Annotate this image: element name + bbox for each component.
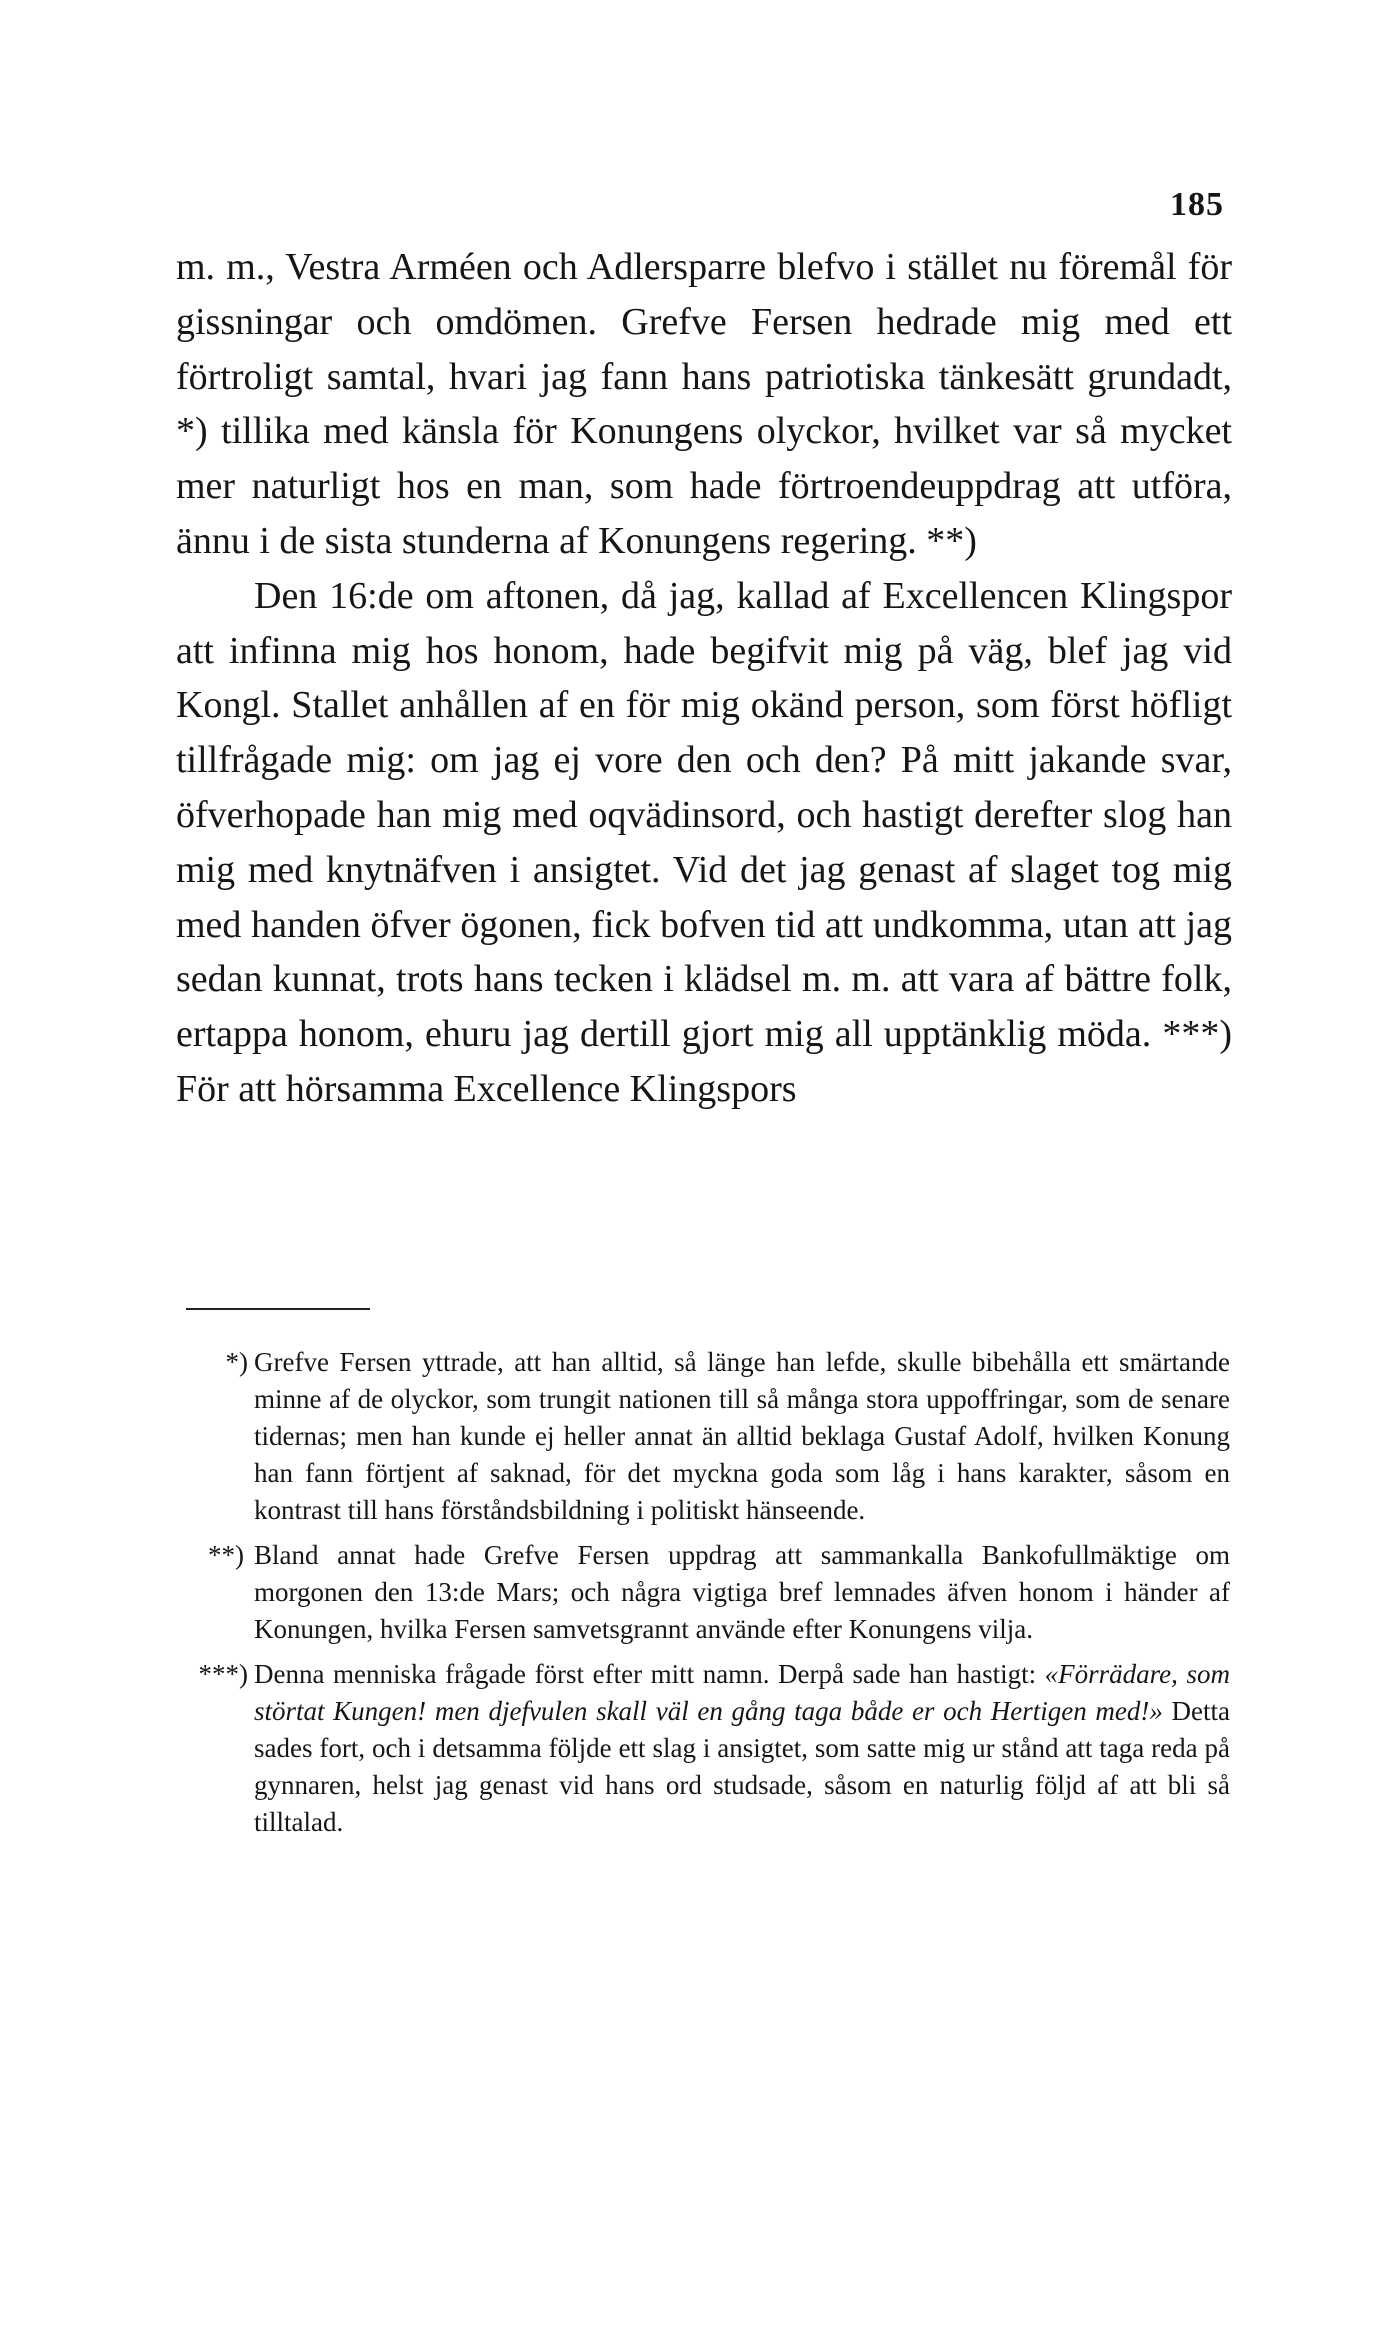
footnote-text-after: Detta sades fort, och i detsamma följde ett slag i ansigtet, som satte mig ur stånd att taga reda på gynnaren, helst jag genast vid hans ord studsade, såsom en naturlig följd af att bli så tilltalad.	[254, 1696, 1230, 1837]
main-text	[176, 240, 1232, 1117]
paragraph-2: Den 16:de om aftonen, då jag, kallad af Excellencen Klingspor att infinna mig hos honom, hade begifvit mig på väg, blef jag vid Kongl. Stallet anhållen af en för mig okänd person, som först höfligt tillfrågade mig: om jag ej vore den och den? På mitt jakande svar, öfverhopade han mig med oqvädinsord, och hastigt derefter slog han mig med knytnäfven i ansigtet. Vid det jag genast af slaget tog mig med handen öfver ögonen, fick bofven tid att undkomma, utan att jag sedan kunnat, trots hans tecken i klädsel m. m. att vara af bättre folk, ertappa honom, ehuru jag dertill gjort mig all upptänklig möda. ***) För att hörsamma Excellence Klingspors	[176, 574, 1232, 1110]
footnote-marker: **)	[208, 1540, 244, 1570]
footnote-marker: *)	[225, 1347, 248, 1377]
footnote-text	[254, 1659, 1230, 1837]
footnotes	[190, 1344, 1230, 1849]
footnote-text-before: Denna menniska frågade först efter mitt namn. Derpå sade han hastigt:	[254, 1659, 1045, 1689]
footnote-1	[190, 1344, 1230, 1529]
footnote-separator-rule	[186, 1308, 370, 1310]
paragraph-1: m. m., Vestra Arméen och Adlersparre blefvo i stället nu föremål för gissningar och omdömen. Grefve Fersen hedrade mig med ett förtroligt samtal, hvari jag fann hans patriotiska tänkesätt grundadt, *) tillika med känsla för Konungens olyckor, hvilket var så mycket mer naturligt hos en man, som hade förtroendeuppdrag att utföra, ännu i de sista stunderna af Konungens regering. **)	[176, 246, 1232, 562]
footnote-3	[190, 1656, 1230, 1841]
footnote-text: Bland annat hade Grefve Fersen uppdrag att sammankalla Bankofullmäktige om morgonen den 13:de Mars; och några vigtiga bref lemnades äfven honom i händer af Konungen, hvilka Fersen samvetsgrannt använde efter Konungens vilja.	[254, 1540, 1230, 1644]
footnote-marker: ***)	[198, 1659, 248, 1689]
footnote-quote: «Förrädare, som störtat Kungen! men djefvulen skall väl en gång taga både er och Hertigen med!»	[254, 1659, 1230, 1726]
footnote-2	[190, 1537, 1230, 1648]
footnote-text: Grefve Fersen yttrade, att han alltid, så länge han lefde, skulle bibehålla ett smärtande minne af de olyckor, som trungit nationen till så många stora uppoffringar, som de senare tidernas; men han kunde ej heller annat än alltid beklaga Gustaf Adolf, hvilken Konung han fann förtjent af saknad, för det myckna goda som låg i hans karakter, såsom en kontrast till hans förståndsbildning i politiskt hänseende.	[254, 1347, 1230, 1525]
page-number: 185	[1170, 186, 1224, 223]
